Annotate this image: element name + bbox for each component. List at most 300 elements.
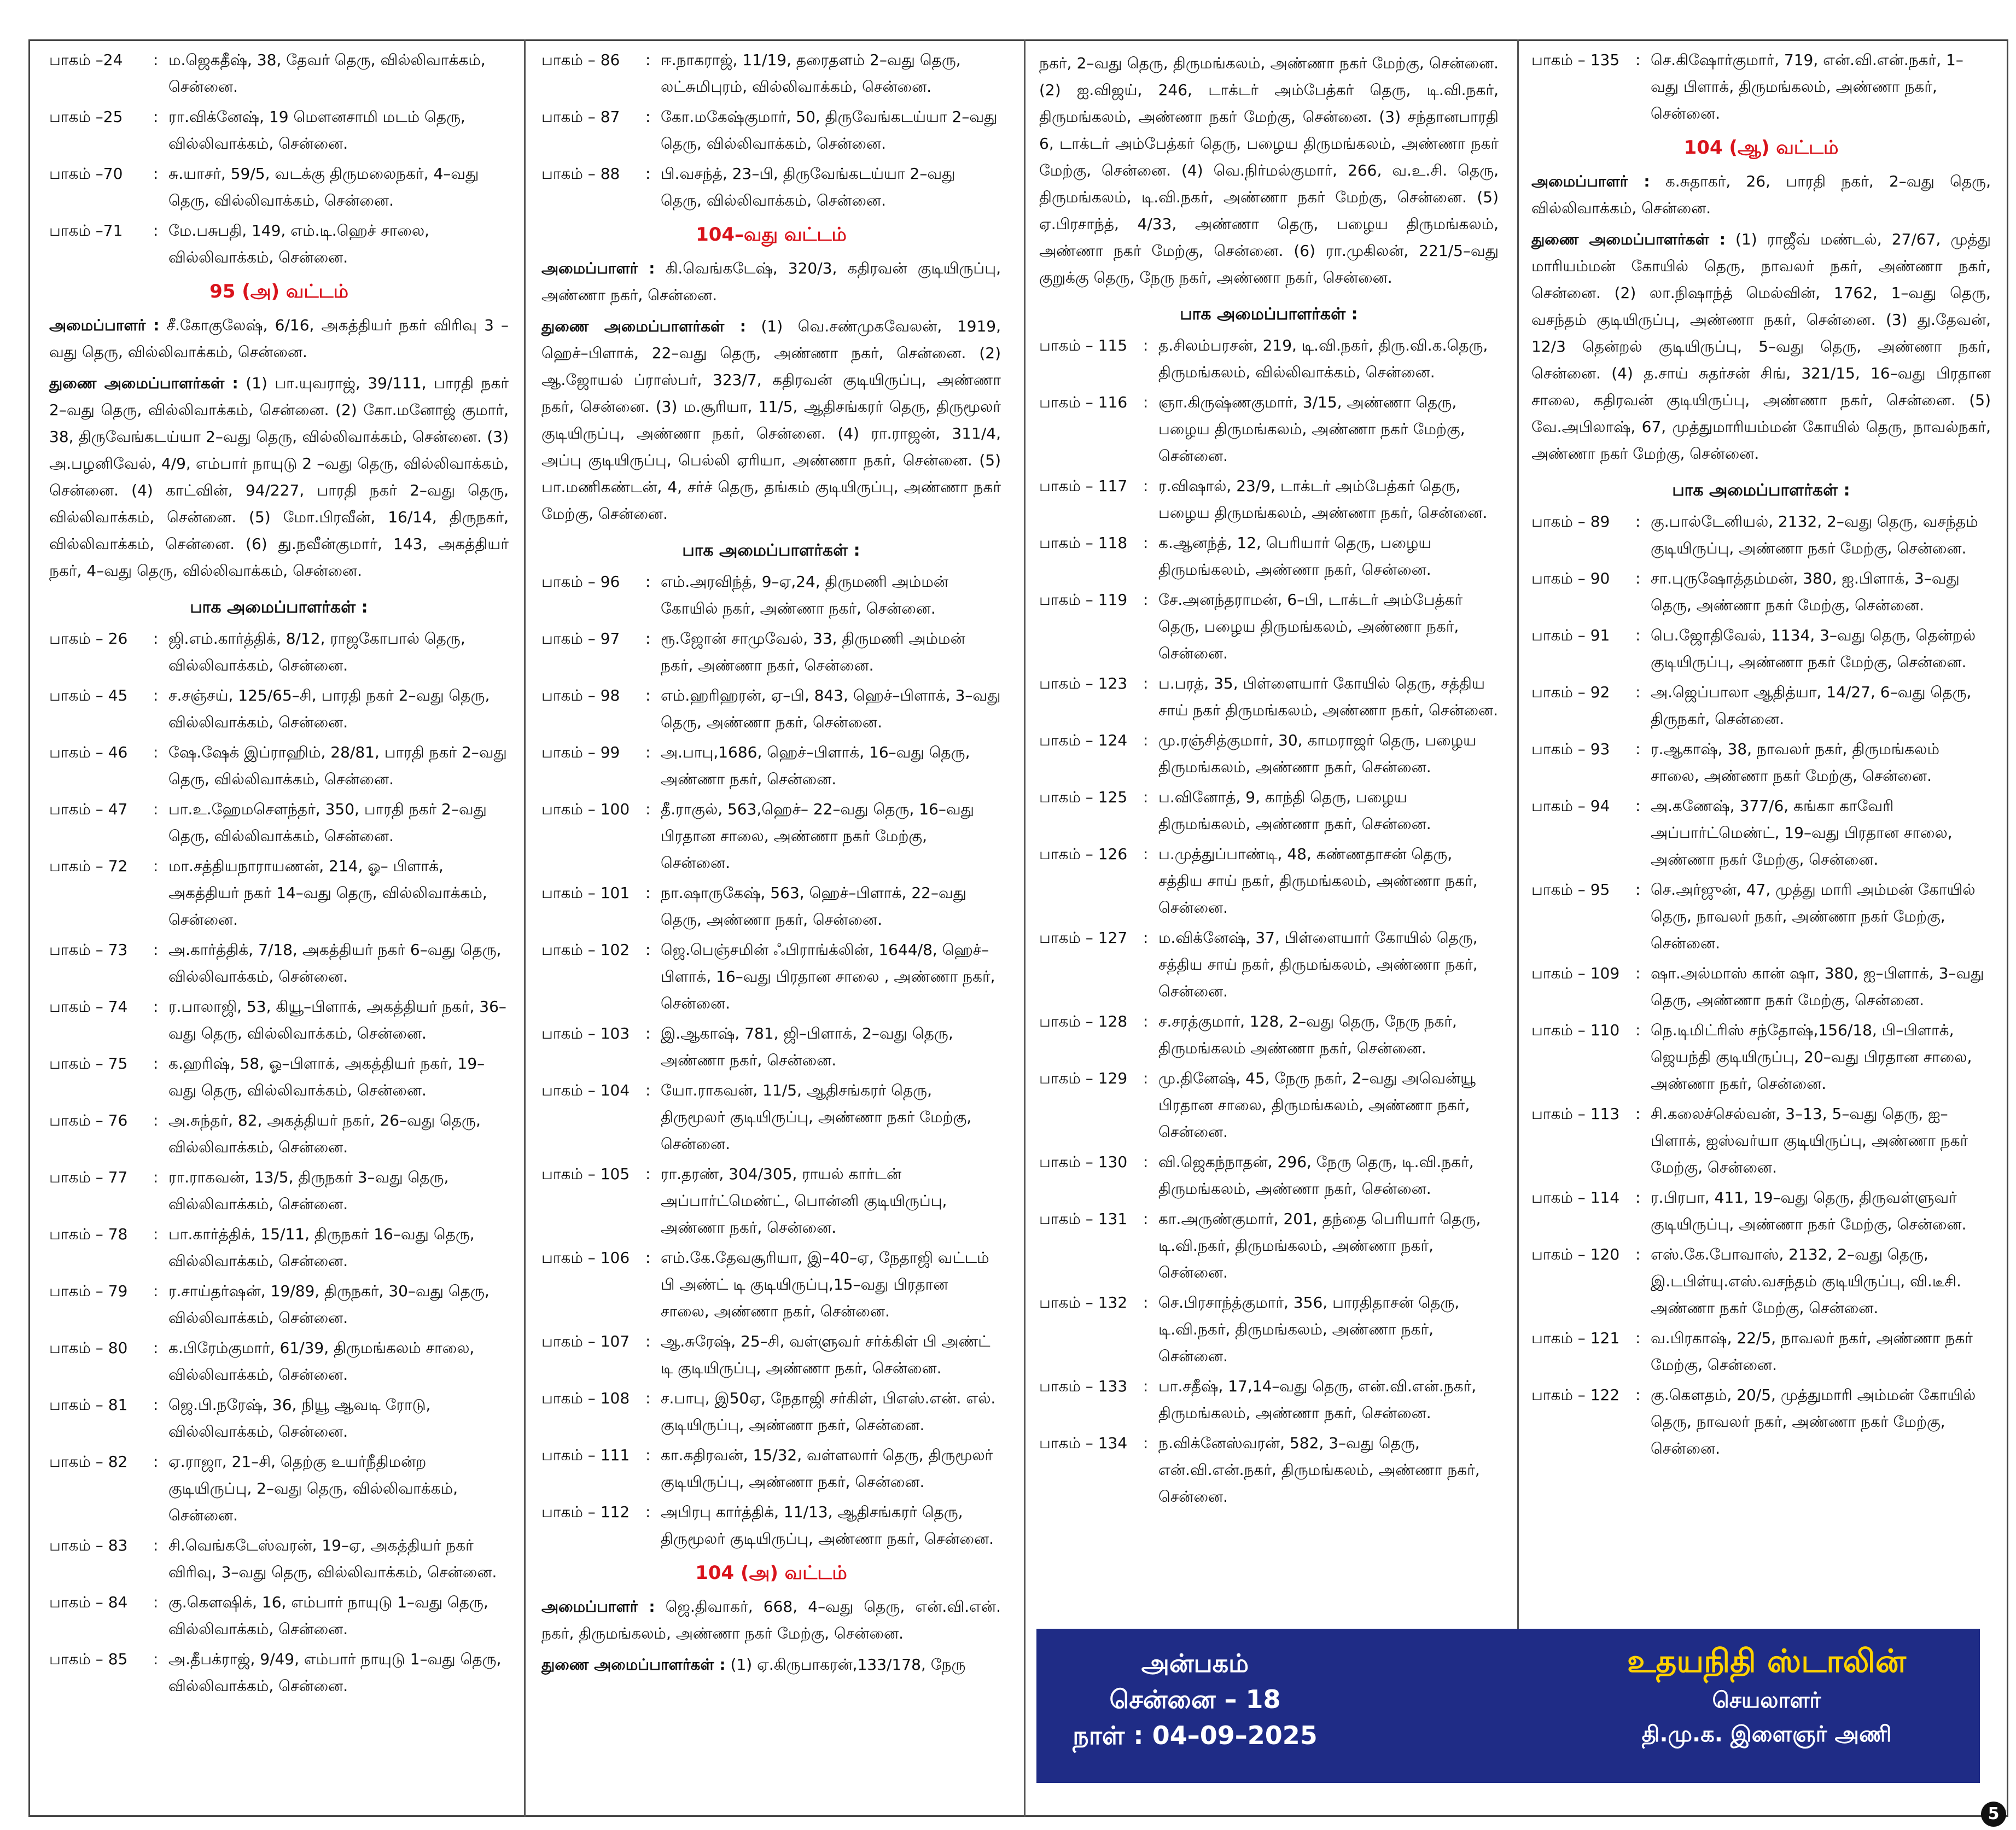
deputy-label: துணை அமைப்பாளர்கள் : <box>1531 230 1726 248</box>
list-item <box>49 625 509 679</box>
ward-heading: 104 (ஆ) வட்டம் <box>1683 137 1839 159</box>
separator: : <box>153 1282 159 1300</box>
person-address: யோ.ராகவன், 11/5, ஆதிசங்கரர் தெரு, திருமூலர் குடியிருப்பு, அண்ணா நகர் மேற்கு, சென்னை. <box>661 1081 972 1153</box>
separator: : <box>1143 591 1149 609</box>
person-address: ந.விக்னேஸ்வரன், 582, 3–வது தெரு, என்.வி.என்.நகர், திருமங்கலம், அண்ணா நகர், சென்னை. <box>1158 1434 1480 1506</box>
person-address: கோ.மகேஷ்குமார், 50, திருவேங்கடய்யா 2–வது தெரு, வில்லிவாக்கம், சென்னை. <box>661 108 998 153</box>
person-address: மு.ரஞ்சித்குமார், 30, காமராஜர் தெரு, பழைய திருமங்கலம், அண்ணா நகர், சென்னை. <box>1158 731 1477 776</box>
separator: : <box>153 743 159 761</box>
entry-list <box>541 46 1001 214</box>
separator: : <box>153 51 159 69</box>
separator: : <box>1143 534 1149 552</box>
part-number: பாகம் – 105 <box>541 1165 630 1183</box>
section-heading: பாக அமைப்பாளர்கள் : <box>682 541 860 560</box>
person-address: ரா.தரண், 304/305, ராயல் கார்டன் அப்பார்ட்மெண்ட், பொன்னி குடியிருப்பு, அண்ணா நகர், சென்னை. <box>661 1165 947 1237</box>
person-address: எம்.ஹரிஹரன், ஏ–பி, 843, ஹெச்–பிளாக், 3–வது தெரு, அண்ணா நகர், சென்னை. <box>661 686 1001 731</box>
person-address: மா.சத்தியநாராயணன், 214, ஓ– பிளாக், அகத்தியர் நகர் 14–வது தெரு, வில்லிவாக்கம், சென்னை. <box>168 857 487 929</box>
list-item <box>1039 332 1499 386</box>
person-address: அ.கார்த்திக், 7/18, அகத்தியர் நகர் 6–வது தெரு, வில்லிவாக்கம், சென்னை. <box>168 941 502 986</box>
person-address: ரா.விக்னேஷ், 19 மௌனசாமி மடம் தெரு, வில்லிவாக்கம், சென்னை. <box>168 108 465 153</box>
person-address: க.பிரேம்குமார், 61/39, திருமங்கலம் சாலை, வில்லிவாக்கம், சென்னை. <box>168 1339 475 1384</box>
entry-list <box>49 625 509 1699</box>
part-number: பாகம் – 87 <box>541 108 620 126</box>
person-address: அபிரபு கார்த்திக், 11/13, ஆதிசங்கரர் தெரு, திருமூலர் குடியிருப்பு, அண்ணா நகர், சென்னை. <box>661 1503 994 1548</box>
person-address: பி.வசந்த், 23–பி, திருவேங்கடய்யா 2–வது தெரு, வில்லிவாக்கம், சென்னை. <box>661 165 955 209</box>
part-number: பாகம் – 89 <box>1531 512 1610 531</box>
separator: : <box>1143 1153 1149 1171</box>
page-number: 5 <box>1981 1802 2006 1827</box>
list-item <box>541 160 1001 214</box>
list-item <box>49 1391 509 1445</box>
list-item <box>1039 389 1499 469</box>
person-address: சு.யாசர், 59/5, வடக்கு திருமலைநகர், 4–வது தெரு, வில்லிவாக்கம், சென்னை. <box>168 165 479 209</box>
organiser-text: கி.வெங்கடேஷ், 320/3, கதிரவன் குடியிருப்பு, அண்ணா நகர், சென்னை. <box>541 259 1001 304</box>
separator: : <box>1143 1012 1149 1030</box>
separator: : <box>1635 1386 1641 1404</box>
organiser-text: ஜெ.திவாகர், 668, 4–வது தெரு, என்.வி.என். நகர், திருமங்கலம், அண்ணா நகர் மேற்கு, சென்னை. <box>541 1598 1001 1642</box>
separator: : <box>645 1081 651 1099</box>
list-item <box>1039 924 1499 1005</box>
part-number: பாகம் – 45 <box>49 686 128 704</box>
list-item <box>1039 784 1499 837</box>
separator: : <box>153 1536 159 1554</box>
part-number: பாகம் – 132 <box>1039 1293 1128 1312</box>
person-address: சே.அனந்தராமன், 6–பி, டாக்டர் அம்பேத்கர் தெரு, பழைய திருமங்கலம், அண்ணா நகர், சென்னை. <box>1158 591 1463 662</box>
list-item <box>1039 841 1499 921</box>
list-item <box>49 1334 509 1388</box>
part-number: பாகம் – 72 <box>49 857 128 875</box>
deputy-label: துணை அமைப்பாளர்கள் : <box>49 374 238 392</box>
list-item <box>541 936 1001 1017</box>
list-item <box>49 1448 509 1529</box>
list-item <box>541 1328 1001 1382</box>
part-number: பாகம் – 80 <box>49 1339 128 1357</box>
separator: : <box>153 630 159 648</box>
separator: : <box>1635 1329 1641 1347</box>
list-item <box>49 682 509 736</box>
list-item <box>1531 1017 1991 1097</box>
part-number: பாகம் – 110 <box>1531 1021 1620 1039</box>
person-address: ப.பரத், 35, பிள்ளையார் கோயில் தெரு, சத்திய சாய் நகர் திருமங்கலம், அண்ணா நகர், சென்னை. <box>1158 674 1499 719</box>
separator: : <box>1635 964 1641 982</box>
list-item <box>541 103 1001 157</box>
list-item <box>1039 727 1499 780</box>
separator: : <box>153 941 159 959</box>
part-number: பாகம் – 108 <box>541 1389 630 1407</box>
person-address: கா.அருண்குமார், 201, தந்தை பெரியார் தெரு, டி.வி.நகர், திருமங்கலம், அண்ணா நகர், சென்னை. <box>1158 1210 1481 1281</box>
separator: : <box>1635 1188 1641 1207</box>
column-1 <box>49 46 509 1703</box>
person-address: ச.சஞ்சய், 125/65–சி, பாரதி நகர் 2–வது தெரு, வில்லிவாக்கம், சென்னை. <box>168 686 490 731</box>
separator: : <box>1143 1377 1149 1395</box>
part-number: பாகம் – 129 <box>1039 1069 1128 1087</box>
separator: : <box>1143 1210 1149 1228</box>
separator: : <box>645 573 651 591</box>
person-address: க.ஆனந்த், 12, பெரியார் தெரு, பழைய திருமங்கலம், அண்ணா நகர், சென்னை. <box>1158 534 1432 579</box>
separator: : <box>1143 845 1149 863</box>
person-address: சி.வெங்கடேஸ்வரன், 19–ஏ, அகத்தியர் நகர் விரிவு, 3–வது தெரு, வில்லிவாக்கம், சென்னை. <box>168 1536 497 1581</box>
part-number: பாகம் – 103 <box>541 1024 630 1042</box>
separator: : <box>645 1249 651 1267</box>
person-address: வ.பிரகாஷ், 22/5, நாவலர் நகர், அண்ணா நகர் மேற்கு, சென்னை. <box>1651 1329 1973 1374</box>
person-address: சா.புருஷோத்தம்மன், 380, ஐ.பிளாக், 3–வது தெரு, அண்ணா நகர் மேற்கு, சென்னை. <box>1651 569 1960 614</box>
section-heading: பாக அமைப்பாளர்கள் : <box>190 598 368 617</box>
person-address: சி.கலைச்செல்வன், 3–13, 5–வது தெரு, ஐ–பிளாக், ஐஸ்வர்யா குடியிருப்பு, அண்ணா நகர் மேற்கு, சென்னை. <box>1651 1105 1968 1176</box>
part-number: பாகம் – 74 <box>49 998 128 1016</box>
separator: : <box>1635 740 1641 758</box>
list-item <box>1531 876 1991 957</box>
list-item <box>1531 1382 1991 1462</box>
person-address: ஷா.அல்மாஸ் கான் ஷா, 380, ஐ–பிளாக், 3–வது தெரு, அண்ணா நகர் மேற்கு, சென்னை. <box>1651 964 1984 1009</box>
ward-heading: 104–வது வட்டம் <box>696 224 847 246</box>
part-number: பாகம் –71 <box>49 222 123 240</box>
separator: : <box>645 686 651 704</box>
deputy-organisers-continued: நகர், 2–வது தெரு, திருமங்கலம், அண்ணா நகர் மேற்கு, சென்னை. (2) ஐ.விஜய், 246, டாக்டர் அம்பேத்கர் தெரு, டி.வி.நகர், திருமங்கலம், அண்ணா நகர் மேற்கு, சென்னை. (3) சந்தானபாரதி 6, டாக்டர் அம்பேத்கர் தெரு, பழைய திருமங்கலம், அண்ணா நகர் மேற்கு, சென்னை. (4) வெ.நிர்மல்குமார், 266, வ.உ.சி. தெரு, திருமங்கலம், டி.வி.நகர், அண்ணா நகர் மேற்கு, சென்னை. (5) ஏ.பிரசாந்த், 4/33, அண்ணா தெரு, பழைய திருமங்கலம், அண்ணா நகர் மேற்கு, சென்னை. (6) ரா.முகிலன், 221/5–வது குறுக்கு தெரு, நேரு நகர், அண்ணா நகர், சென்னை. <box>1039 54 1499 287</box>
deputy-text: (1) ஏ.கிருபாகரன்,133/178, நேரு <box>730 1656 966 1674</box>
part-number: பாகம் – 81 <box>49 1396 128 1414</box>
person-address: இ.ஆகாஷ், 781, ஜி–பிளாக், 2–வது தெரு, அண்ணா நகர், சென்னை. <box>661 1024 953 1069</box>
list-item <box>1531 1241 1991 1321</box>
organiser-label: அமைப்பாளர் : <box>1531 172 1650 190</box>
part-number: பாகம் – 117 <box>1039 477 1128 495</box>
part-number: பாகம் – 84 <box>49 1593 128 1611</box>
list-item <box>541 1020 1001 1074</box>
organiser-text: சீ.கோகுலேஷ், 6/16, அகத்தியர் நகர் விரிவு 3 –வது தெரு, வில்லிவாக்கம், சென்னை. <box>49 316 509 361</box>
list-item <box>49 1107 509 1161</box>
entry-list <box>1531 46 1991 127</box>
person-address: ஆ.சுரேஷ், 25–சி, வள்ளுவர் சர்க்கிள் பி அண்ட் டி குடியிருப்பு, அண்ணா நகர், சென்னை. <box>661 1332 990 1377</box>
list-item <box>49 1589 509 1642</box>
list-item <box>1039 1430 1499 1510</box>
list-item <box>1039 473 1499 526</box>
ward-heading: 104 (அ) வட்டம் <box>695 1562 847 1584</box>
separator: : <box>1143 788 1149 806</box>
part-number: பாகம் – 107 <box>541 1332 630 1350</box>
organiser-label: அமைப்பாளர் : <box>541 259 655 277</box>
person-address: க.ஹரிஷ், 58, ஓ–பிளாக், அகத்தியர் நகர், 19–வது தெரு, வில்லிவாக்கம், சென்னை. <box>168 1054 485 1099</box>
list-item <box>49 1164 509 1217</box>
list-item <box>1531 46 1991 127</box>
part-number: பாகம் – 83 <box>49 1536 128 1554</box>
person-address: மு.தினேஷ், 45, நேரு நகர், 2–வது அவென்யூ பிரதான சாலை, திருமங்கலம், அண்ணா நகர், சென்னை. <box>1158 1069 1476 1141</box>
person-address: த.சிலம்பரசன், 219, டி.வி.நகர், திரு.வி.க.தெரு, திருமங்கலம், வில்லிவாக்கம், சென்னை. <box>1158 336 1488 381</box>
part-number: பாகம் – 85 <box>49 1650 128 1668</box>
part-number: பாகம் – 90 <box>1531 569 1610 587</box>
part-number: பாகம் – 125 <box>1039 788 1128 806</box>
column-4 <box>1531 46 1991 1465</box>
banner-place: அன்பகம் <box>1141 1648 1249 1678</box>
list-item <box>1531 960 1991 1013</box>
deputy-label: துணை அமைப்பாளர்கள் : <box>541 1656 726 1674</box>
part-number: பாகம் – 46 <box>49 743 128 761</box>
separator: : <box>153 1225 159 1243</box>
organiser-text: க.சுதாகர், 26, பாரதி நகர், 2–வது தெரு, வில்லிவாக்கம், சென்னை. <box>1531 172 1991 217</box>
list-item <box>49 160 509 214</box>
part-number: பாகம் – 88 <box>541 165 620 183</box>
person-address: செ.அர்ஜுன், 47, முத்து மாரி அம்மன் கோயில் தெரு, நாவலர் நகர், அண்ணா நகர் மேற்கு, சென்னை. <box>1651 881 1976 952</box>
person-address: கா.கதிரவன், 15/32, வள்ளலார் தெரு, திருமூலர் குடியிருப்பு, அண்ணா நகர், சென்னை. <box>661 1446 993 1491</box>
person-address: ம.விக்னேஷ், 37, பிள்ளையார் கோயில் தெரு, சத்திய சாய் நகர், திருமங்கலம், அண்ணா நகர், சென்னை. <box>1158 929 1478 1000</box>
person-address: ர.விஷால், 23/9, டாக்டர் அம்பேத்கர் தெரு, பழைய திருமங்கலம், அண்ணா நகர், சென்னை. <box>1158 477 1488 522</box>
separator: : <box>1143 1434 1149 1452</box>
part-number: பாகம் – 126 <box>1039 845 1128 863</box>
separator: : <box>153 1339 159 1357</box>
list-item <box>1531 1100 1991 1181</box>
person-address: பா.சதீஷ், 17,14–வது தெரு, என்.வி.என்.நகர், திருமங்கலம், அண்ணா நகர், சென்னை. <box>1158 1377 1477 1422</box>
organiser-paragraph <box>1531 168 1991 222</box>
part-number: பாகம் – 120 <box>1531 1245 1620 1263</box>
banner-date: நாள் : 04–09–2025 <box>1073 1721 1318 1750</box>
separator: : <box>1635 512 1641 531</box>
list-item <box>541 1442 1001 1495</box>
separator: : <box>645 884 651 902</box>
part-number: பாகம் – 101 <box>541 884 630 902</box>
part-number: பாகம் – 97 <box>541 630 620 648</box>
column-3 <box>1039 46 1499 1513</box>
part-number: பாகம் – 98 <box>541 686 620 704</box>
person-address: ஞா.கிருஷ்ணகுமார், 3/15, அண்ணா தெரு, பழைய திருமங்கலம், அண்ணா நகர் மேற்கு, சென்னை. <box>1158 393 1465 465</box>
separator: : <box>1635 569 1641 587</box>
separator: : <box>1143 929 1149 947</box>
banner-signatory-block <box>1575 1639 1958 1751</box>
person-address: ர.சாய்தர்ஷன், 19/89, திருநகர், 30–வது தெரு, வில்லிவாக்கம், சென்னை. <box>168 1282 490 1327</box>
list-item <box>541 1385 1001 1438</box>
separator: : <box>153 108 159 126</box>
person-address: அ.பாபு,1686, ஹெச்–பிளாக், 16–வது தெரு, அண்ணா நகர், சென்னை. <box>661 743 970 788</box>
deputy-organisers-paragraph <box>541 1651 1001 1678</box>
separator: : <box>1143 674 1149 692</box>
organiser-label: அமைப்பாளர் : <box>541 1598 655 1616</box>
list-item <box>1039 1008 1499 1062</box>
list-item <box>541 739 1001 792</box>
part-number: பாகம் –25 <box>49 108 123 126</box>
deputy-label: துணை அமைப்பாளர்கள் : <box>541 317 746 335</box>
part-number: பாகம் –24 <box>49 51 123 69</box>
banner-city: சென்னை – 18 <box>1109 1685 1281 1714</box>
person-address: ஏ.ராஜா, 21–சி, தெற்கு உயர்நீதிமன்ற குடியிருப்பு, 2–வது தெரு, வில்லிவாக்கம், சென்னை. <box>168 1453 458 1524</box>
part-number: பாகம் – 100 <box>541 800 630 818</box>
separator: : <box>1635 1245 1641 1263</box>
entry-list <box>541 568 1001 1552</box>
separator: : <box>645 108 651 126</box>
part-number: பாகம் – 73 <box>49 941 128 959</box>
banner-address-block <box>1053 1645 1337 1753</box>
person-address: மே.பசுபதி, 149, எம்.டி.ஹெச் சாலை, வில்லிவாக்கம், சென்னை. <box>168 222 429 266</box>
separator: : <box>153 1168 159 1186</box>
section-heading: பாக அமைப்பாளர்கள் : <box>1672 481 1850 500</box>
column-divider <box>524 39 526 1817</box>
deputy-organisers-paragraph <box>1531 226 1991 467</box>
column-divider <box>1024 39 1026 1817</box>
part-number: பாகம் – 109 <box>1531 964 1620 982</box>
part-number: பாகம் – 116 <box>1039 393 1128 411</box>
separator: : <box>645 800 651 818</box>
list-item <box>49 1050 509 1104</box>
list-item <box>49 46 509 100</box>
part-number: பாகம் – 112 <box>541 1503 630 1521</box>
person-address: ஜெ.பெஞ்சமின் ஃபிராங்க்லின், 1644/8, ஹெச்– பிளாக், 16–வது பிரதான சாலை , அண்ணா நகர், சென்னை. <box>661 941 995 1012</box>
list-item <box>541 879 1001 933</box>
organiser-label: அமைப்பாளர் : <box>49 316 160 334</box>
part-number: பாகம் – 95 <box>1531 881 1610 899</box>
list-item <box>1531 792 1991 873</box>
separator: : <box>645 1389 651 1407</box>
list-item <box>49 1532 509 1586</box>
person-address: ஜெ.பி.நரேஷ், 36, நியூ ஆவடி ரோடு, வில்லிவாக்கம், சென்னை. <box>168 1396 431 1441</box>
separator: : <box>1143 336 1149 354</box>
separator: : <box>1635 683 1641 701</box>
separator: : <box>153 165 159 183</box>
separator: : <box>153 1396 159 1414</box>
person-address: பா.கார்த்திக், 15/11, திருநகர் 16–வது தெரு, வில்லிவாக்கம், சென்னை. <box>168 1225 475 1270</box>
person-address: செ.கிஷோர்குமார், 719, என்.வி.என்.நகர், 1–வது பிளாக், திருமங்கலம், அண்ணா நகர், சென்னை. <box>1651 51 1963 123</box>
separator: : <box>645 743 651 761</box>
list-item <box>1039 529 1499 583</box>
list-item <box>1531 1325 1991 1378</box>
part-number: பாகம் – 106 <box>541 1249 630 1267</box>
part-number: பாகம் – 93 <box>1531 740 1610 758</box>
part-number: பாகம் – 128 <box>1039 1012 1128 1030</box>
separator: : <box>1635 1021 1641 1039</box>
part-number: பாகம் – 86 <box>541 51 620 69</box>
list-item <box>49 853 509 933</box>
part-number: பாகம் – 123 <box>1039 674 1128 692</box>
person-address: ர.ஆகாஷ், 38, நாவலர் நகர், திருமங்கலம் சாலை, அண்ணா நகர் மேற்கு, சென்னை. <box>1651 740 1939 785</box>
part-number: பாகம் – 102 <box>541 941 630 959</box>
list-item <box>1039 1205 1499 1286</box>
part-number: பாகம் – 113 <box>1531 1105 1620 1123</box>
list-item <box>1531 679 1991 732</box>
person-address: ப.முத்துப்பாண்டி, 48, கண்ணதாசன் தெரு, சத்திய சாய் நகர், திருமங்கலம், அண்ணா நகர், சென்னை. <box>1158 845 1478 917</box>
person-address: ஈ.நாகராஜ், 11/19, தரைதளம் 2–வது தெரு, லட்சுமிபுரம், வில்லிவாக்கம், சென்னை. <box>661 51 961 96</box>
person-address: ச.சரத்குமார், 128, 2–வது தெரு, நேரு நகர், திருமங்கலம் அண்ணா நகர், சென்னை. <box>1158 1012 1457 1057</box>
separator: : <box>645 1165 651 1183</box>
part-number: பாகம் – 122 <box>1531 1386 1620 1404</box>
person-address: நா.ஷாருகேஷ், 563, ஹெச்–பிளாக், 22–வது தெரு, அண்ணா நகர், சென்னை. <box>661 884 967 929</box>
list-item <box>541 682 1001 736</box>
separator: : <box>1143 1293 1149 1312</box>
signatory-name: உதயநிதி ஸ்டாலின் <box>1627 1642 1906 1680</box>
list-item <box>49 103 509 157</box>
part-number: பாகம் – 99 <box>541 743 620 761</box>
organiser-paragraph <box>49 312 509 365</box>
person-address: ஷே.ஷேக் இப்ராஹிம், 28/81, பாரதி நகர் 2–வது தெரு, வில்லிவாக்கம், சென்னை. <box>168 743 507 788</box>
list-item <box>1039 1289 1499 1369</box>
separator: : <box>645 165 651 183</box>
separator: : <box>153 1453 159 1471</box>
part-number: பாகம் – 134 <box>1039 1434 1128 1452</box>
separator: : <box>153 998 159 1016</box>
separator: : <box>1143 731 1149 749</box>
list-item <box>1531 1184 1991 1238</box>
organiser-paragraph <box>541 1593 1001 1647</box>
part-number: பாகம் – 118 <box>1039 534 1128 552</box>
separator: : <box>1635 881 1641 899</box>
person-address: பெ.ஜோதிவேல், 1134, 3–வது தெரு, தென்றல் குடியிருப்பு, அண்ணா நகர் மேற்கு, சென்னை. <box>1651 626 1976 671</box>
part-number: பாகம் – 77 <box>49 1168 128 1186</box>
person-address: பா.உ.ஹேமசௌந்தர், 350, பாரதி நகர் 2–வது தெரு, வில்லிவாக்கம், சென்னை. <box>168 800 487 845</box>
list-item <box>541 46 1001 100</box>
list-item <box>49 1278 509 1331</box>
person-address: அ.தீபக்ராஜ், 9/49, எம்பார் நாயுடு 1–வது தெரு, வில்லிவாக்கம், சென்னை. <box>168 1650 502 1695</box>
separator: : <box>153 1650 159 1668</box>
part-number: பாகம் – 130 <box>1039 1153 1128 1171</box>
part-number: பாகம் – 114 <box>1531 1188 1620 1207</box>
separator: : <box>153 800 159 818</box>
separator: : <box>1635 797 1641 815</box>
separator: : <box>153 1054 159 1073</box>
separator: : <box>645 1332 651 1350</box>
part-number: பாகம் – 78 <box>49 1225 128 1243</box>
separator: : <box>645 51 651 69</box>
part-number: பாகம் – 47 <box>49 800 128 818</box>
part-number: பாகம் – 91 <box>1531 626 1610 644</box>
person-address: கு.பால்டேனியல், 2132, 2–வது தெரு, வசந்தம் குடியிருப்பு, அண்ணா நகர் மேற்கு, சென்னை. <box>1651 512 1978 557</box>
person-address: ரூ.ஜோன் சாமுவேல், 33, திருமணி அம்மன் நகர், அண்ணா நகர், சென்னை. <box>661 630 965 674</box>
list-item <box>1039 1373 1499 1426</box>
person-address: எம்.கே.தேவசூரியா, இ–40–ஏ, நேதாஜி வட்டம் பி அண்ட் டி குடியிருப்பு,15–வது பிரதான சாலை, அண்ணா நகர், சென்னை. <box>661 1249 989 1320</box>
list-item <box>541 1161 1001 1241</box>
entry-list <box>1039 332 1499 1510</box>
column-divider <box>1517 39 1519 1629</box>
person-address: ச.பாபு, இ50ஏ, நேதாஜி சர்கிள், பிஎஸ்.என். எல். குடியிருப்பு, அண்ணா நகர், சென்னை. <box>661 1389 996 1434</box>
list-item <box>1039 586 1499 667</box>
separator: : <box>1635 51 1641 69</box>
part-number: பாகம் – 82 <box>49 1453 128 1471</box>
signatory-organisation: தி.மு.க. இளைஞர் அணி <box>1641 1722 1892 1747</box>
separator: : <box>645 1024 651 1042</box>
list-item <box>541 568 1001 622</box>
signatory-role: செயலாளர் <box>1712 1688 1821 1713</box>
person-address: வி.ஜெகந்நாதன், 296, நேரு தெரு, டி.வி.நகர், திருமங்கலம், அண்ணா நகர், சென்னை. <box>1158 1153 1474 1198</box>
person-address: கு.கௌதம், 20/5, முத்துமாரி அம்மன் கோயில் தெரு, நாவலர் நகர், அண்ணா நகர் மேற்கு, சென்னை. <box>1651 1386 1976 1458</box>
separator: : <box>645 1446 651 1464</box>
part-number: பாகம் – 121 <box>1531 1329 1620 1347</box>
part-number: பாகம் – 75 <box>49 1054 128 1073</box>
person-address: கு.கௌஷிக், 16, எம்பார் நாயுடு 1–வது தெரு, வில்லிவாக்கம், சென்னை. <box>168 1593 488 1638</box>
ward-heading: 95 (அ) வட்டம் <box>209 281 348 302</box>
part-number: பாகம் – 124 <box>1039 731 1128 749</box>
separator: : <box>153 686 159 704</box>
list-item <box>541 1499 1001 1552</box>
separator: : <box>645 630 651 648</box>
person-address: ரா.ராகவன், 13/5, திருநகர் 3–வது தெரு, வில்லிவாக்கம், சென்னை. <box>168 1168 449 1213</box>
person-address: எஸ்.கே.போவாஸ், 2132, 2–வது தெரு, இ.டபிள்யு.எஸ்.வசந்தம் குடியிருப்பு, வி.டீசி. அண்ணா நகர் மேற்கு, சென்னை. <box>1651 1245 1961 1317</box>
part-number: பாகம் – 26 <box>49 630 128 648</box>
part-number: பாகம் – 133 <box>1039 1377 1128 1395</box>
list-item <box>49 993 509 1047</box>
person-address: எம்.அரவிந்த், 9–ஏ,24, திருமணி அம்மன் கோயில் நகர், அண்ணா நகர், சென்னை. <box>661 573 948 617</box>
separator: : <box>153 1593 159 1611</box>
list-item <box>1531 622 1991 675</box>
list-item <box>49 217 509 271</box>
deputy-organisers-paragraph <box>49 370 509 584</box>
list-item <box>49 936 509 990</box>
entry-list <box>49 46 509 271</box>
list-item <box>1531 736 1991 789</box>
separator: : <box>153 857 159 875</box>
deputy-text: (1) ராஜீவ் மண்டல், 27/67, முத்து மாரியம்மன் கோயில் தெரு, நாவலர் நகர், அண்ணா நகர், சென்னை. (2) லா.நிஷாந்த் மெல்வின், 1762, 1–வது தெரு, வசந்தம் குடியிருப்பு, அண்ணா நகர், சென்னை. (3) து.தேவன், 12/3 தென்றல் குடியிருப்பு, 5–வது தெரு, அண்ணா நகர், சென்னை. (4) த.சாய் சுதர்சன் சிங், 321/15, 16–வது பிரதான சாலை, கதிரவன் குடியிருப்பு, அண்ணா நகர், சென்னை. (5) வே.அபிலாஷ், 67, முத்துமாரியம்மன் கோயில் தெரு, நாவல்நகர், அண்ணா நகர் மேற்கு, சென்னை. <box>1531 230 1991 463</box>
person-address: ர.பாலாஜி, 53, கியூ–பிளாக், அகத்தியர் நகர், 36–வது தெரு, வில்லிவாக்கம், சென்னை. <box>168 998 506 1042</box>
separator: : <box>1143 1069 1149 1087</box>
person-address: அ.ஜெப்பாலா ஆதித்யா, 14/27, 6–வது தெரு, திருநகர், சென்னை. <box>1651 683 1972 728</box>
separator: : <box>1635 626 1641 644</box>
part-number: பாகம் – 96 <box>541 573 620 591</box>
column-2 <box>541 46 1001 1682</box>
list-item <box>1039 1065 1499 1145</box>
list-item <box>1039 670 1499 724</box>
separator: : <box>1143 393 1149 411</box>
